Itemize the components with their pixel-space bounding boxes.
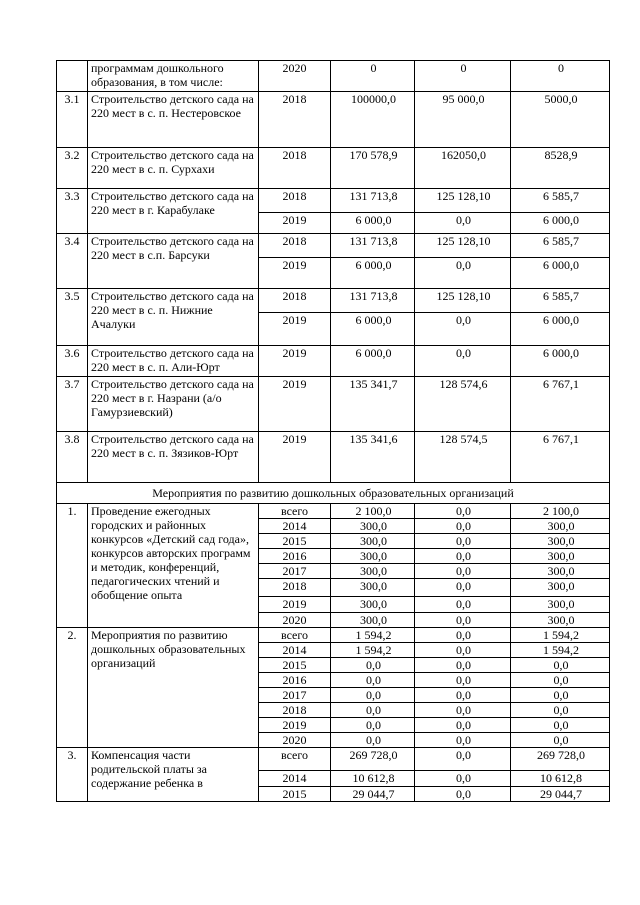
row-number: 3.4 [57,234,88,289]
year-cell: всего [259,628,331,643]
federal-cell: 0,0 [415,313,511,346]
row-number: 3.7 [57,377,88,432]
year-cell: 2019 [259,258,331,289]
total-cell: 131 713,8 [331,234,415,258]
total-cell: 131 713,8 [331,189,415,213]
row-description: Компенсация части родительской платы за содержание ребенка в [88,748,259,802]
year-cell: 2015 [259,658,331,673]
table-row [57,234,610,258]
regional-cell: 6 585,7 [511,289,610,313]
year-cell: 2014 [259,643,331,658]
funding-table [56,60,610,802]
year-cell: 2020 [259,733,331,748]
year-cell: 2018 [259,579,331,597]
regional-cell: 0,0 [511,703,610,718]
year-cell: 2018 [259,234,331,258]
total-cell: 0,0 [331,733,415,748]
table-row [57,148,610,189]
total-cell: 300,0 [331,534,415,549]
federal-cell: 0,0 [415,643,511,658]
federal-cell: 0,0 [415,673,511,688]
total-cell: 1 594,2 [331,643,415,658]
total-cell: 0,0 [331,703,415,718]
regional-cell: 269 728,0 [511,748,610,771]
regional-cell: 300,0 [511,579,610,597]
section-row [57,483,610,504]
regional-cell: 0,0 [511,733,610,748]
year-cell: 2016 [259,673,331,688]
total-cell: 2 100,0 [331,504,415,519]
federal-cell: 0,0 [415,213,511,234]
federal-cell: 0,0 [415,733,511,748]
regional-cell: 6 000,0 [511,213,610,234]
table-row [57,748,610,771]
federal-cell: 128 574,6 [415,377,511,432]
regional-cell: 300,0 [511,564,610,579]
total-cell: 6 000,0 [331,313,415,346]
total-cell: 0,0 [331,688,415,703]
row-number: 2. [57,628,88,748]
total-cell: 300,0 [331,597,415,613]
federal-cell: 0 [415,61,511,92]
year-cell: 2018 [259,289,331,313]
total-cell: 6 000,0 [331,346,415,377]
federal-cell: 0,0 [415,658,511,673]
year-cell: 2019 [259,313,331,346]
total-cell: 10 612,8 [331,771,415,787]
federal-cell: 125 128,10 [415,234,511,258]
regional-cell: 0,0 [511,673,610,688]
federal-cell: 162050,0 [415,148,511,189]
regional-cell: 6 767,1 [511,432,610,483]
year-cell: 2020 [259,613,331,628]
table-row [57,432,610,483]
table-row [57,92,610,148]
row-description: программам дошкольного образования, в том числе: [88,61,259,92]
row-number: 3.5 [57,289,88,346]
federal-cell: 0,0 [415,564,511,579]
year-cell: 2016 [259,549,331,564]
total-cell: 300,0 [331,613,415,628]
row-number: 3.1 [57,92,88,148]
federal-cell: 0,0 [415,748,511,771]
year-cell: 2019 [259,597,331,613]
total-cell: 6 000,0 [331,213,415,234]
federal-cell: 0,0 [415,787,511,802]
total-cell: 6 000,0 [331,258,415,289]
row-number: 3.8 [57,432,88,483]
regional-cell: 8528,9 [511,148,610,189]
regional-cell: 2 100,0 [511,504,610,519]
regional-cell: 1 594,2 [511,643,610,658]
regional-cell: 6 585,7 [511,234,610,258]
federal-cell: 0,0 [415,688,511,703]
federal-cell: 95 000,0 [415,92,511,148]
table-row [57,61,610,92]
row-description: Строительство детского сада на 220 мест в с. п. Нижние Ачалуки [88,289,259,346]
total-cell: 135 341,7 [331,377,415,432]
total-cell: 300,0 [331,549,415,564]
row-description: Строительство детского сада на 220 мест в с. п. Али-Юрт [88,346,259,377]
row-number: 3.3 [57,189,88,234]
table-row [57,289,610,313]
table-row [57,346,610,377]
regional-cell: 300,0 [511,534,610,549]
federal-cell: 125 128,10 [415,189,511,213]
row-description: Строительство детского сада на 220 мест в с. п. Нестеровское [88,92,259,148]
total-cell: 300,0 [331,519,415,534]
year-cell: 2018 [259,189,331,213]
regional-cell: 0,0 [511,658,610,673]
year-cell: 2017 [259,688,331,703]
total-cell: 29 044,7 [331,787,415,802]
regional-cell: 6 000,0 [511,313,610,346]
regional-cell: 10 612,8 [511,771,610,787]
row-description: Строительство детского сада на 220 мест в с. п. Зязиков-Юрт [88,432,259,483]
row-description: Строительство детского сада на 220 мест в г. Карабулаке [88,189,259,234]
section-title: Мероприятия по развитию дошкольных образовательных организаций [57,483,610,504]
year-cell: 2019 [259,213,331,234]
total-cell: 135 341,6 [331,432,415,483]
year-cell: 2015 [259,787,331,802]
federal-cell: 0,0 [415,771,511,787]
total-cell: 0,0 [331,718,415,733]
regional-cell: 29 044,7 [511,787,610,802]
year-cell: 2019 [259,432,331,483]
total-cell: 0,0 [331,673,415,688]
federal-cell: 0,0 [415,504,511,519]
federal-cell: 0,0 [415,534,511,549]
regional-cell: 0,0 [511,688,610,703]
row-description: Проведение ежегодных городских и районных конкурсов «Детский сад года», конкурсов авторских программ и методик, конференций, педагогических чтений и обобщение опыта [88,504,259,628]
federal-cell: 0,0 [415,613,511,628]
row-number: 3.6 [57,346,88,377]
federal-cell: 0,0 [415,703,511,718]
total-cell: 170 578,9 [331,148,415,189]
federal-cell: 125 128,10 [415,289,511,313]
year-cell: 2014 [259,771,331,787]
year-cell: 2015 [259,534,331,549]
table-row [57,504,610,519]
federal-cell: 0,0 [415,258,511,289]
total-cell: 1 594,2 [331,628,415,643]
federal-cell: 0,0 [415,579,511,597]
total-cell: 300,0 [331,564,415,579]
row-description: Строительство детского сада на 220 мест в с.п. Барсуки [88,234,259,289]
year-cell: всего [259,504,331,519]
federal-cell: 0,0 [415,597,511,613]
federal-cell: 128 574,5 [415,432,511,483]
federal-cell: 0,0 [415,346,511,377]
total-cell: 300,0 [331,579,415,597]
total-cell: 269 728,0 [331,748,415,771]
year-cell: 2019 [259,718,331,733]
year-cell: 2020 [259,61,331,92]
year-cell: 2019 [259,346,331,377]
row-description: Строительство детского сада на 220 мест в с. п. Сурхахи [88,148,259,189]
table-row [57,628,610,643]
year-cell: всего [259,748,331,771]
row-number: 3.2 [57,148,88,189]
total-cell: 0 [331,61,415,92]
year-cell: 2018 [259,92,331,148]
row-number [57,61,88,92]
federal-cell: 0,0 [415,549,511,564]
total-cell: 131 713,8 [331,289,415,313]
year-cell: 2017 [259,564,331,579]
row-number: 3. [57,748,88,802]
row-description: Мероприятия по развитию дошкольных образовательных организаций [88,628,259,748]
table-row [57,377,610,432]
row-number: 1. [57,504,88,628]
regional-cell: 6 000,0 [511,346,610,377]
regional-cell: 6 000,0 [511,258,610,289]
year-cell: 2018 [259,703,331,718]
regional-cell: 6 767,1 [511,377,610,432]
regional-cell: 0 [511,61,610,92]
year-cell: 2018 [259,148,331,189]
regional-cell: 0,0 [511,718,610,733]
federal-cell: 0,0 [415,519,511,534]
regional-cell: 300,0 [511,613,610,628]
regional-cell: 5000,0 [511,92,610,148]
table-row [57,189,610,213]
year-cell: 2014 [259,519,331,534]
regional-cell: 6 585,7 [511,189,610,213]
regional-cell: 1 594,2 [511,628,610,643]
row-description: Строительство детского сада на 220 мест в г. Назрани (а/о Гамурзиевский) [88,377,259,432]
regional-cell: 300,0 [511,519,610,534]
regional-cell: 300,0 [511,597,610,613]
regional-cell: 300,0 [511,549,610,564]
federal-cell: 0,0 [415,718,511,733]
year-cell: 2019 [259,377,331,432]
federal-cell: 0,0 [415,628,511,643]
total-cell: 0,0 [331,658,415,673]
total-cell: 100000,0 [331,92,415,148]
